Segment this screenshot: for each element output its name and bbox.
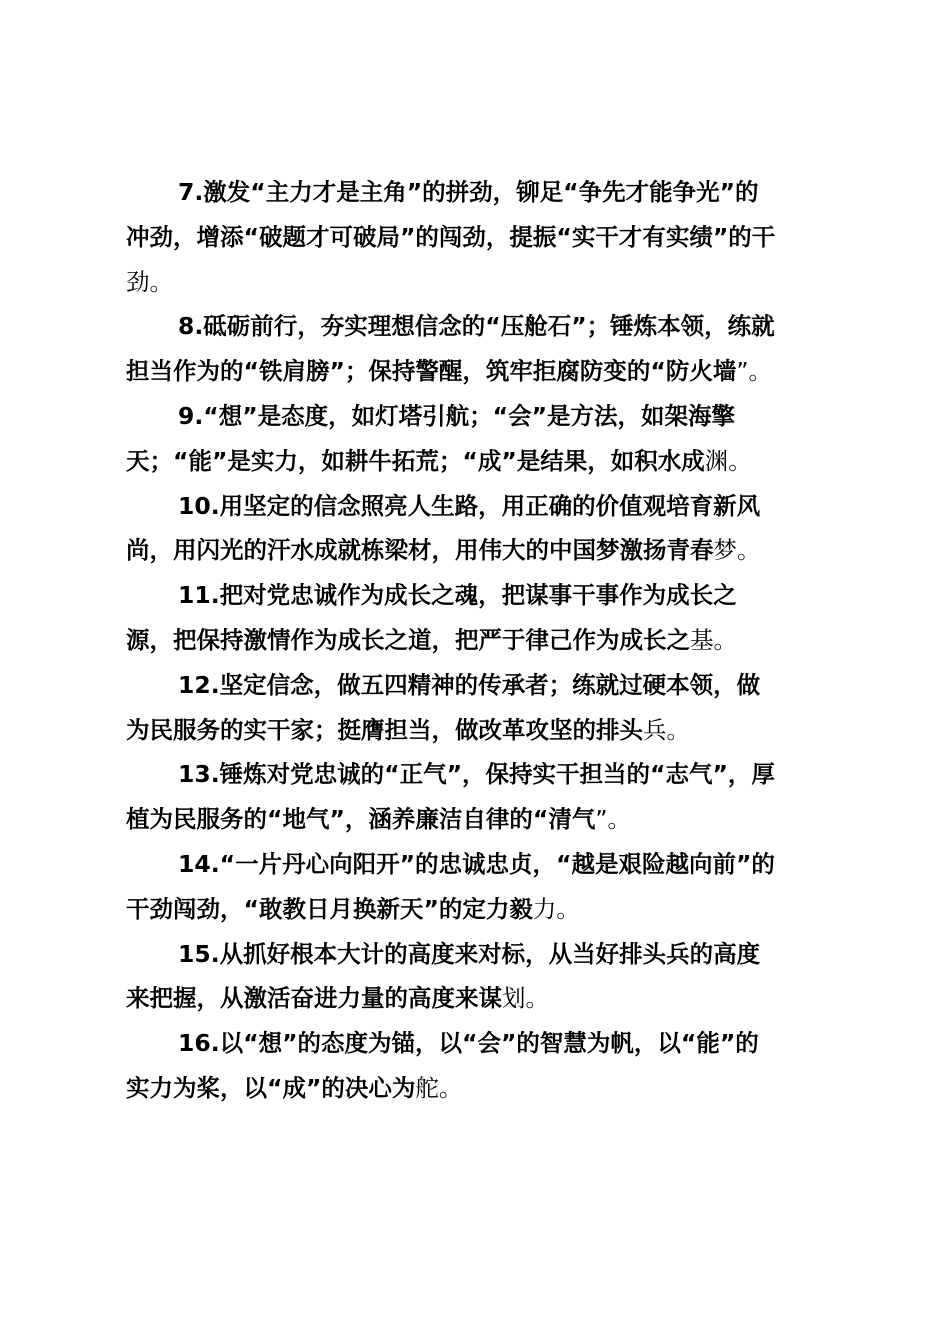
line-tail-text: 劲。 [126,267,173,296]
paragraph-line [126,708,836,753]
line-text: 尚，用闪光的汗水成就栋梁材，用伟大的中国梦激扬青春 [126,536,714,565]
line-text: 天；“能”是实力，如耕牛拓荒；“成”是结果，如积水成 [126,446,705,475]
line-tail-text: ”。 [595,805,632,834]
paragraph-16 [126,1021,836,1111]
line-text: 源，把保持激情作为成长之道，把严于律己作为成长之 [126,625,690,654]
paragraph-9 [126,394,836,484]
line-text: 7.激发“主力才是主角”的拼劲，铆足“争先才能争光”的 [178,178,759,206]
paragraph-line [126,394,836,439]
paragraph-line [126,1066,836,1111]
paragraph-line [126,752,836,797]
paragraph-7 [126,170,836,304]
line-text: 14.“一片丹心向阳开”的忠诚忠贞，“越是艰险越向前”的 [178,849,775,878]
paragraph-11 [126,573,836,663]
line-tail-text: ”。 [736,357,773,386]
line-tail-text: 力。 [532,894,580,923]
line-tail-text: 基。 [690,625,737,654]
paragraph-line [126,932,836,977]
paragraph-line [126,573,836,618]
line-tail-text: 梦。 [713,536,761,565]
line-tail-text: 划。 [502,984,549,1013]
paragraph-15 [126,932,836,1022]
line-text: 冲劲，增添“破题才可破局”的闯劲，提振“实干才有实绩”的干 [126,222,776,251]
line-text: 担当作为的“铁肩膀”；保持警醒，筑牢拒腐防变的“防火墙 [126,357,737,386]
paragraph-line [126,170,836,215]
paragraph-line [126,528,836,573]
paragraph-line [126,1021,836,1066]
line-text: 11.把对党忠诚作为成长之魂，把谋事干事作为成长之 [178,581,737,610]
line-text: 来把握，从激活奋进力量的高度来谋 [126,984,502,1013]
paragraph-line [126,215,836,260]
paragraph-line [126,260,836,305]
line-text: 16.以“想”的态度为锚，以“会”的智慧为帆，以“能”的 [178,1029,759,1058]
paragraph-line [126,304,836,349]
paragraph-14 [126,842,836,932]
line-text: 10.用坚定的信念照亮人生路，用正确的价值观培育新风 [178,491,761,520]
line-tail-text: 兵。 [643,715,690,744]
line-text: 12.坚定信念，做五四精神的传承者；练就过硬本领，做 [178,670,761,699]
paragraph-line [126,842,836,887]
line-tail-text: 渊。 [704,446,752,475]
line-text: 8.砥砺前行，夯实理想信念的“压舱石”；锤炼本领，练就 [178,312,775,341]
paragraph-line [126,663,836,708]
line-text: 13.锤炼对党忠诚的“正气”，保持实干担当的“志气”，厚 [178,760,775,789]
line-text: 为民服务的实干家；挺膺担当，做改革攻坚的排头 [126,715,643,744]
paragraph-line [126,797,836,842]
paragraph-line [126,618,836,663]
paragraph-8 [126,304,836,394]
paragraph-13 [126,752,836,842]
paragraph-line [126,349,836,394]
line-text: 9.“想”是态度，如灯塔引航；“会”是方法，如架海擎 [178,401,736,430]
document-body [126,170,836,1111]
paragraph-line [126,887,836,932]
paragraph-line [126,976,836,1021]
paragraph-line [126,484,836,529]
line-text: 15.从抓好根本大计的高度来对标，从当好排头兵的高度 [178,939,761,968]
line-text: 植为民服务的“地气”，涵养廉洁自律的“清气 [126,805,596,834]
line-tail-text: 舵。 [415,1073,463,1102]
line-text: 干劲闯劲，“敢教日月换新天”的定力毅 [126,894,533,923]
line-text: 实力为桨，以“成”的决心为 [126,1073,416,1102]
paragraph-10 [126,484,836,574]
paragraph-line [126,439,836,484]
paragraph-12 [126,663,836,753]
